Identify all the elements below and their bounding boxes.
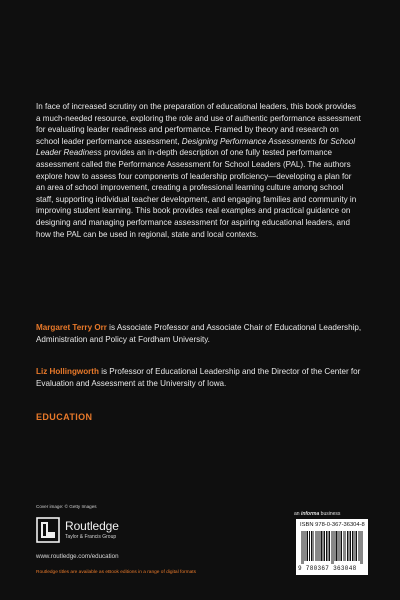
author-bio-text: is Associate Professor and Associate Chair of Educational Leadership, Administration and Policy at Fordham University.: [36, 323, 362, 344]
barcode-bar: [326, 531, 328, 561]
barcode-bar: [363, 531, 364, 564]
barcode-bar: [360, 531, 361, 561]
description-part-2: provides an in-depth description of one fully tested performance assessment called the Performance Assessment for School Leaders (PAL). The authors explore how to assess four components of leadership proficiency—developing a plan for an area of school improvement, creating a professional learning culture among school staff, supporting individual teacher development, and engaging families and community in improving student learning. This book provides real examples and practical guidance on designing and managing performance assessment for aspiring educational leaders, and how the PAL can be used in regional, state and local contexts.: [36, 148, 357, 239]
barcode-bar: [311, 531, 313, 561]
barcode-bar: [343, 531, 344, 561]
barcode-number: 9 780367 363048: [298, 565, 357, 572]
barcode-bar: [307, 531, 308, 561]
barcode-bar: [315, 531, 316, 561]
barcode-bar: [347, 531, 349, 561]
barcode-bar: [301, 531, 302, 564]
barcode-icon: [300, 531, 364, 564]
barcode-bar: [350, 531, 352, 561]
barcode-bar: [324, 531, 326, 561]
barcode-bar: [306, 531, 307, 561]
barcode-bar: [356, 531, 358, 561]
cover-image-credit: Cover image: © Getty Images: [36, 504, 97, 509]
publisher-url[interactable]: www.routledge.com/education: [36, 553, 119, 560]
author-bio-2: [36, 366, 366, 389]
barcode-bar: [319, 531, 320, 561]
barcode-bar: [321, 531, 323, 561]
book-description: [36, 101, 362, 240]
barcode-bar: [317, 531, 318, 561]
barcode-bar: [320, 531, 321, 561]
barcode-bar: [344, 531, 345, 561]
author-name: Margaret Terry Orr: [36, 323, 107, 332]
isbn-label: ISBN 978-0-367-36304-8: [300, 522, 365, 528]
publisher-brand: [36, 517, 196, 547]
barcode-bar: [341, 531, 343, 561]
barcode-bar: [314, 531, 315, 561]
barcode-bar: [361, 531, 362, 564]
author-name: Liz Hollingworth: [36, 367, 99, 376]
routledge-logo-icon: [36, 517, 60, 543]
barcode-bar: [305, 531, 306, 561]
barcode-bar: [335, 531, 336, 561]
barcode-bar: [309, 531, 310, 561]
description-part-1: In face of increased scrutiny on the preparation of educational leaders, this book provides a much-needed resource, exploring the role and use of authentic performance assessment for evaluating leader readiness and performance. Framed by theory and research on school leader performance assessment,: [36, 102, 361, 146]
barcode-bar: [329, 531, 331, 561]
barcode-bar: [303, 531, 304, 564]
informa-brand: informa: [300, 511, 320, 517]
book-title-italic: Designing Performance Assessments for School Leader Readiness: [36, 136, 356, 158]
ebook-note: Routledge titles are available as eBook editions in a range of digital formats: [36, 570, 196, 575]
barcode-bar: [339, 531, 340, 561]
barcode-bar: [333, 531, 334, 564]
barcode-bar: [352, 531, 353, 561]
publisher-name: Routledge: [65, 519, 119, 533]
barcode-panel: [296, 519, 368, 575]
barcode-bar: [336, 531, 338, 561]
informa-prefix: an: [294, 511, 301, 517]
barcode-bar: [358, 531, 359, 561]
barcode-bar: [346, 531, 347, 561]
subject-category: EDUCATION: [36, 412, 93, 422]
barcode-bar: [331, 531, 332, 564]
informa-business-label: [294, 511, 340, 517]
barcode-bar: [354, 531, 355, 561]
author-bio-1: [36, 322, 366, 345]
informa-suffix: business: [319, 511, 341, 517]
publisher-group: Taylor & Francis Group: [65, 534, 117, 540]
author-bio-text: is Professor of Educational Leadership and the Director of the Center for Evaluation and Assessment at the University of Iowa.: [36, 367, 361, 388]
